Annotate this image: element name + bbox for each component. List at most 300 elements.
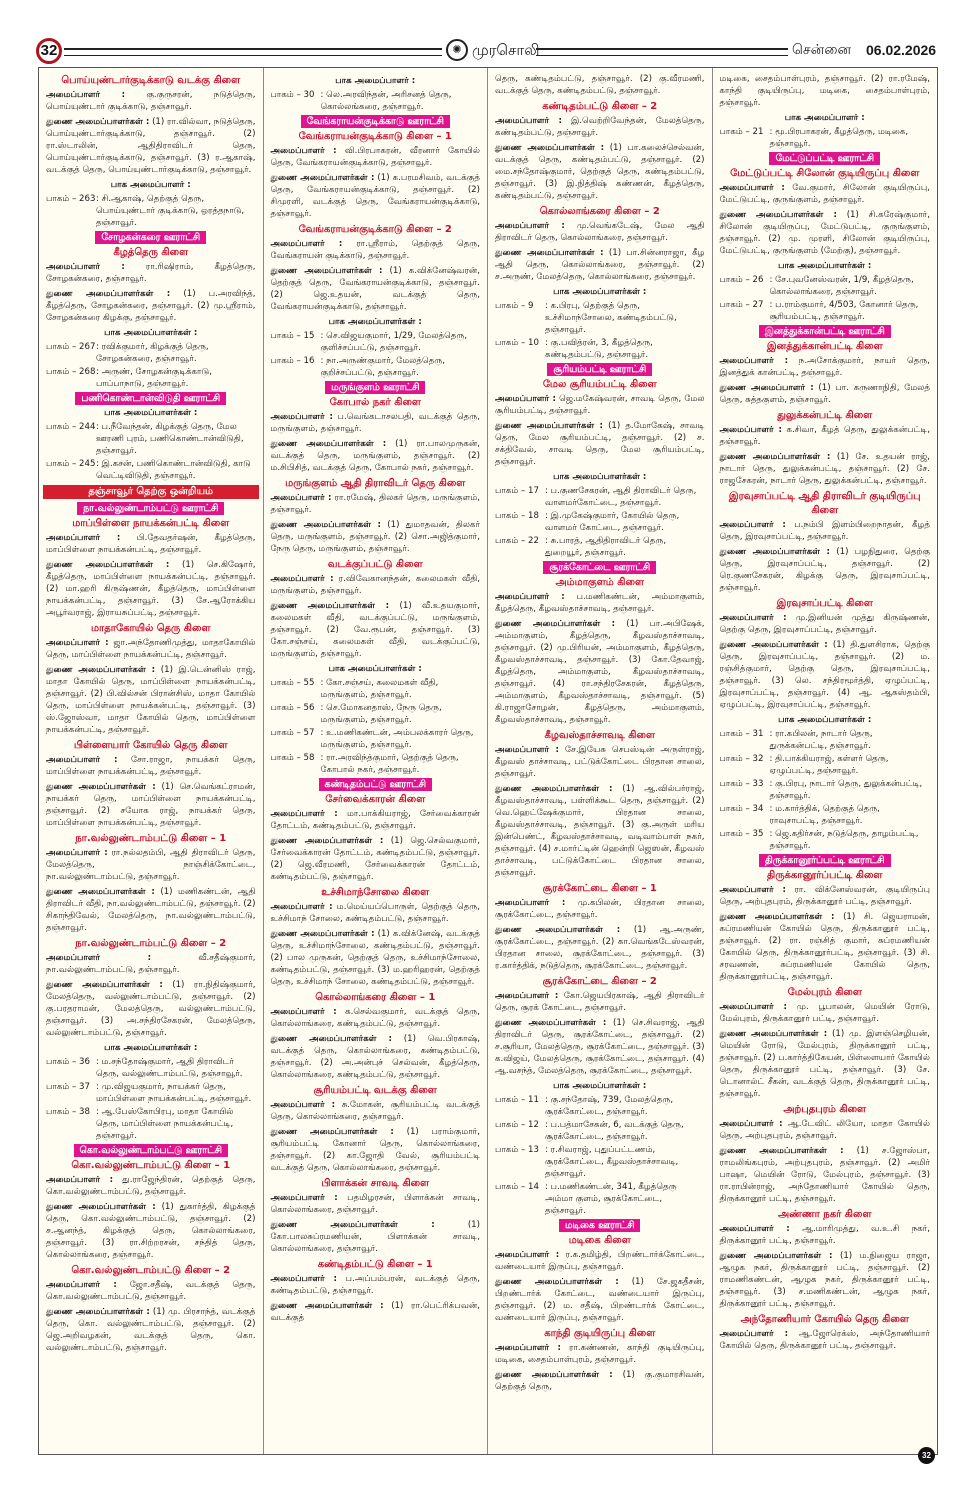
role-label: அமைப்பாளர் : — [719, 613, 787, 623]
booth-number: பாகம் – 22 — [495, 536, 539, 546]
booth-number: பாகம் – 17 — [495, 486, 539, 496]
member-paragraph — [495, 744, 705, 780]
role-label: அமைப்பாளர் : — [495, 991, 559, 1001]
member-paragraph — [720, 1145, 931, 1205]
booth-number: பாகம் – 12 — [495, 1120, 539, 1130]
member-paragraph — [271, 1192, 481, 1216]
member-details: ஆ.மாரிமுத்து, வ.உ.சி நகர், திருக்கானூர் பட்டி, தஞ்சாவூர். — [719, 1224, 930, 1246]
booth-details: : கு.பிரபு, நாடார் தெரு, துலுக்கன்பட்டி, தஞ்சாவூர். — [769, 779, 923, 801]
member-paragraph — [46, 1201, 256, 1261]
member-paragraph — [720, 884, 931, 908]
member-paragraph — [271, 1273, 481, 1297]
member-details: ந.அசோக்குமார், நாயர் தெரு, இனத்துக் கான்பட்டி, தஞ்சாவூர். — [719, 356, 930, 378]
booth-number: பாகம் – 34 — [719, 804, 764, 814]
member-details: (1) கோ.பாலசுப்ரமணியன், பிளாக்கன் சாவடி, கொல்லாங்கரை, தஞ்சாவூர். — [270, 1220, 480, 1254]
booth-details: : மு.விஜயகுமார், நாயக்கர் தெரு, மாப்பிள்ளை நாயக்கன்பட்டி, தஞ்சாவூர். — [96, 1082, 252, 1104]
member-paragraph — [495, 393, 705, 417]
member-details: ர.விவேகானந்தன், கலைமகள் வீதி, மருங்குளம், தஞ்சாவூர். — [270, 574, 480, 596]
booth-details: : ரா.கபிலன், நாடார் தெரு, துருக்கன்பட்டி, தஞ்சாவூர். — [769, 729, 873, 751]
member-details: (1) சே.ஜகதீசன், பிறண்டார்க் கோட்டை, வண்டையார் இருப்பு, தஞ்சாவூர். (2) ம. சதீஷ், பிறண்டார்க் கோட்டை, வண்டையார் இருப்பு, தஞ்சாவூர். — [495, 1277, 705, 1323]
booth-details: : ப.குணசேகரன், ஆதி திராவிடர் தெரு, வாளமர்கோட்டை, தஞ்சாவூர். — [545, 486, 697, 508]
role-label: துணை அமைப்பாளர்கள் : — [270, 1301, 384, 1311]
role-label: துணை அமைப்பாளர்கள் : — [495, 248, 604, 258]
role-label: துணை அமைப்பாளர்கள் : — [495, 619, 616, 629]
village-heading-label: சூரியம்பட்டி ஊராட்சி — [547, 363, 652, 376]
member-paragraph — [46, 559, 256, 619]
role-label: அமைப்பாளர் : — [719, 1119, 783, 1129]
booth-number: பாகம் – 263 — [46, 194, 96, 204]
booth-number: பாகம் – 244 — [46, 422, 96, 432]
sub-heading: பாக அமைப்பாளர்கள் : — [778, 261, 872, 271]
role-label: அமைப்பாளர் : — [270, 809, 338, 819]
role-label: அமைப்பாளர் : — [719, 1224, 790, 1234]
member-details: ரா.கண்ணன், காந்தி குடியிருப்பு, மடிகை, சைதம்பாள்புரம், தஞ்சாவூர். — [495, 1343, 705, 1365]
member-paragraph — [271, 1126, 481, 1174]
role-label: அமைப்பாளர் : — [495, 394, 556, 404]
role-label: அமைப்பாளர் : — [46, 533, 121, 543]
member-details: பதமிழரசன், பிளாக்கன் சாவடி, கொல்லாங்கரை, தஞ்சாவூர். — [270, 1193, 480, 1215]
booth-details: : சே.புவனேஸ்வரன், 1/9, கீழத்தெரு, கொல்லாங்கரை, தஞ்சாவூர். — [769, 275, 914, 297]
booth-details: : செ.மோகனதாஸ், நேரு தெரு, மருங்குளம், தஞ்சாவூர். — [320, 703, 442, 725]
booth-number: பாகம் – 245 — [46, 459, 96, 469]
village-heading — [720, 325, 931, 338]
village-heading-label: மேட்டுப்பட்டி ஊராட்சி — [769, 152, 880, 165]
booth-entry — [720, 126, 931, 150]
branch-heading: கொல்லாங்கரை கிளை – 2 — [539, 206, 660, 217]
role-label: துணை அமைப்பாளர்கள் : — [270, 929, 375, 939]
role-label: துணை அமைப்பாளர்கள் : — [270, 1034, 392, 1044]
member-paragraph — [271, 519, 481, 555]
booth-entry — [271, 330, 481, 354]
sub-heading: பாக அமைப்பாளர்கள் : — [104, 1043, 198, 1053]
role-label: துணை அமைப்பாளர்கள் : — [495, 925, 621, 935]
member-paragraph — [720, 1001, 931, 1025]
village-heading — [46, 231, 256, 244]
branch-heading: கண்டிதம்பட்டு கிளை – 2 — [542, 101, 658, 112]
member-paragraph — [495, 220, 705, 244]
booth-number: பாகம் – 38 — [46, 1107, 90, 1117]
branch-heading: திருக்கானூர்ப்பட்டி கிளை — [767, 870, 883, 881]
branch-heading: கீழவஸ்தாச்சாவடி கிளை — [544, 730, 655, 741]
village-heading-label: மடிகை ஊராட்சி — [559, 1219, 640, 1232]
page-number-badge: 32 — [36, 38, 62, 64]
role-label: அமைப்பாளர் : — [719, 885, 786, 895]
village-heading — [271, 381, 481, 394]
member-details: ஆ.ஜோரெக்ஸ், அந்தோணியார் கோயில் தெரு, திருக்கானூர் பட்டி, தஞ்சாவூர். — [719, 1329, 930, 1351]
footer-page-number: 32 — [918, 1447, 935, 1464]
village-heading-label: மருங்குளம் ஊராட்சி — [325, 381, 425, 394]
role-label: துணை அமைப்பாளர்கள் : — [719, 640, 828, 650]
sub-heading: பாக அமைப்பாளர்கள் : — [553, 287, 647, 297]
role-label: துணை அமைப்பாளர்கள் : — [46, 289, 171, 299]
member-paragraph — [495, 115, 705, 139]
text-column — [264, 68, 489, 1454]
branch-heading: சேர்வைக்காரன் கிளை — [325, 794, 426, 805]
booth-entry — [271, 89, 481, 113]
booth-details: : ஆ.பேஸ்கோபிரபு, மாதா கோயில் தெரு, மாப்பிள்ளை நாயக்கன்பட்டி, தஞ்சாவூர். — [96, 1107, 234, 1141]
branch-heading: கீழத்தெரு கிளை — [113, 247, 189, 258]
branch-heading: வேங்கராயன்குடிக்காடு கிளை – 2 — [298, 224, 452, 235]
role-label: அமைப்பாளர் : — [46, 90, 126, 100]
sub-heading: பாக அமைப்பாளர்கள் : — [104, 328, 198, 338]
member-paragraph — [495, 990, 705, 1014]
booth-number: பாகம் – 10 — [495, 338, 539, 348]
branch-heading: கொல்லாங்கரை கிளை – 1 — [315, 992, 436, 1003]
village-heading — [495, 363, 705, 376]
member-details: (1) துகார்த்தி, கிழக்குத் தெரு, கொ.வல்லுண்டாம்பட்டு, தஞ்சாவூர். (2) ச.ஆனந்த், கிழக்குத் தெரு, கொல்லாங்கரை, தஞ்சாவூர். (3) ரா.சிற்றரசன், சந்தித் தெரு, கொல்லாங்கரை, தஞ்சாவூர். — [46, 1202, 256, 1260]
role-label: அமைப்பாளர் : — [495, 745, 559, 755]
member-paragraph — [46, 1279, 256, 1303]
branch-heading: வேங்கராயன்குடிக்காடு கிளை – 1 — [298, 131, 452, 142]
booth-number: பாகம் – 36 — [46, 1057, 90, 1067]
member-details: (1) இ.டென்னிஸ் ராஜ், மாதா கோயில் தெரு, மாப்பிள்ளை நாயக்கன்பட்டி, தஞ்சாவூர். (2) பி.வில்சன் பிரான்சிஸ், மாதா கோயில் தெரு, மாப்பிள்ளை நாயக்கன்பட்டி, தஞ்சாவூர். (3) ஸ்.ஜோஸ்வா, மாதா கோயில் தெரு, மாப்பிள்ளை நாயக்கன்பட்டி, தஞ்சாவூர். — [46, 665, 256, 735]
booth-number: பாகம் – 267 — [46, 342, 96, 352]
role-label: அமைப்பாளர் : — [719, 1329, 789, 1339]
member-details: (1) ரா.பெட்ரிக்பவன், வடக்குத் — [270, 1301, 480, 1323]
text-column — [713, 68, 938, 1454]
booth-number: பாகம் – 13 — [495, 1145, 539, 1155]
member-paragraph — [46, 952, 256, 976]
role-label: அமைப்பாளர் : — [270, 412, 333, 422]
branch-heading: நா.வல்லுண்டாம்பட்டு கிளை – 2 — [75, 938, 227, 949]
branch-heading: அண்ணா நகர் கிளை — [778, 1209, 872, 1220]
member-details: ஜெ.மகேஷ்வரன், சாவடி தெரு, மேல சூரியம்பட்டி, தஞ்சாவூர். — [495, 394, 705, 416]
member-paragraph — [46, 288, 256, 324]
member-details: து.ராஜேந்திரன், தெற்குத் தெரு, கொ.வல்லுண்டாம்பட்டு, தஞ்சாவூர். — [46, 1175, 256, 1197]
branch-heading: பிளாக்கன் சாவடி கிளை — [321, 1178, 430, 1189]
member-details: ரா. விக்னேஸ்வரன், குடியிருப்பு தெரு, அற்புதபுரம், திருக்கானூர் பட்டி, தஞ்சாவூர். — [719, 885, 930, 907]
member-paragraph — [271, 145, 481, 169]
member-paragraph — [495, 783, 705, 879]
role-label: அமைப்பாளர் : — [46, 953, 152, 963]
member-details: (1) பழநிதுரை, தெற்கு தெரு, இரவுசாப்பட்டி, தஞ்சாவூர். (2) ரெ.குணசேகரன், கிழக்கு தெரு, இரவுசாப்பட்டி, தஞ்சாவூர். — [719, 547, 930, 593]
role-label: அமைப்பாளர் : — [495, 1343, 561, 1353]
newspaper-name: முரசொலி — [472, 41, 540, 59]
member-details: (1) சி.கரேஷ்குமார், சிலோன் குடியிருப்பு, மேட்டுபட்டி, குருங்குளம், தஞ்சாவூர். (2) மு. முரளி, சிலோன் குடியிருப்பு, மேட்டுபட்டி, குருங்குளம் (மேற்கு), தஞ்சாவூர். — [719, 210, 930, 256]
member-details: கு.குருசரன், நடுத்தெரு, பொய்யுண்டார் குடிக்காடு, தஞ்சாவூர். — [46, 90, 256, 112]
role-label: துணை அமைப்பாளர்கள் : — [495, 1018, 607, 1028]
member-details: ரா.நல்லதம்பி, ஆதி திராவிடர் தெரு, மேலத்தெரு, நாஞ்சிக்கோட்டை, நா.வல்லுண்டாம்பட்டு, தஞ்சாவூர். — [46, 848, 256, 882]
booth-entry — [720, 728, 931, 752]
booth-number: பாகம் – 16 — [270, 356, 315, 366]
booth-entry — [271, 355, 481, 379]
member-details: (1) செ.சிவராஜ், ஆதி திராவிடர் தெரு, சூரக்கோட்டை, தஞ்சாவூர். (2) ச.சூரியா, மேலத்தெரு, சூரக்கோட்டை, தஞ்சாவூர். (3) க.விஜய், மேலத்தெரு, சூரக்கோட்டை, தஞ்சாவூர். (4) ஆ.வசந்த், மேலத்தெரு, சூரக்கோட்டை, தஞ்சாவூர். — [495, 1018, 705, 1076]
member-paragraph — [46, 1306, 256, 1354]
member-paragraph — [271, 928, 481, 988]
member-details: மு. பூபாலன், மெயின் ரோடு, மேல்புரம், திருக்கானூர் பட்டி, தஞ்சாவூர். — [719, 1002, 930, 1024]
role-label: துணை அமைப்பாளர்கள் : — [719, 452, 831, 462]
branch-heading: வடக்குப்பட்டு கிளை — [327, 559, 423, 570]
member-details: க.சிவா, கீழத் தெரு, துலுக்கன்பட்டி, தஞ்சாவூர். — [719, 425, 930, 447]
member-paragraph — [271, 492, 481, 516]
member-paragraph — [46, 886, 256, 934]
village-heading-label: கண்டிதம்பட்டு ஊராட்சி — [319, 778, 432, 791]
booth-number: பாகம் – 15 — [270, 331, 315, 341]
member-details: மு.இனியன் முத்து கிருஷ்ணன், தெற்கு தெரு, இரவுசாப்பட்டி, தஞ்சாவூர். — [719, 613, 930, 635]
member-details: வீ.சதீஷ்குமார், நா.வல்லுண்டாம்பட்டு, தஞ்சாவூர். — [46, 953, 256, 975]
member-paragraph — [271, 901, 481, 925]
booth-number: பாகம் – 11 — [495, 1095, 539, 1105]
member-details: ம.மெய்யப்பொருள், தெற்குத் தெரு, உச்சிமாந் சோலை, கண்டிதம்பட்டு, தஞ்சாவூர். — [270, 902, 480, 924]
member-details: (1) ரா.பாலமுருகன், வடக்குத் தெரு, மருங்குளம், தஞ்சாவூர். (2) ம.சிபிசித், வடக்குத் தெரு, கோபால் நகர், தஞ்சாவூர். — [270, 439, 480, 473]
member-paragraph — [271, 1006, 481, 1030]
branch-heading: சூரியம்பட்டி வடக்கு கிளை — [313, 1085, 437, 1096]
village-heading-label: கொ.வல்லுண்டாம்பட்டு ஊராட்சி — [74, 1144, 228, 1157]
booth-entry — [271, 727, 481, 751]
branch-heading: இனத்துக்கான்பட்டி கிளை — [766, 341, 883, 352]
member-details: க.செல்வகுமார், வடக்குத் தெரு, கொல்லாங்கரை, கண்டிதம்பட்டு, தஞ்சாவூர். — [270, 1007, 480, 1029]
role-label: துணை அமைப்பாளர்கள் : — [270, 836, 384, 846]
booth-entry — [495, 337, 705, 361]
role-label: அமைப்பாளர் : — [270, 146, 337, 156]
role-label: துணை அமைப்பாளர்கள் : — [495, 143, 605, 153]
branch-heading: மாதாகோயில் தெரு கிளை — [90, 623, 211, 634]
member-paragraph — [720, 355, 931, 379]
member-paragraph — [46, 261, 256, 285]
member-paragraph — [46, 116, 256, 176]
role-label: துணை அமைப்பாளர்கள் : — [46, 980, 163, 990]
branch-heading: துலுக்கன்பட்டி கிளை — [777, 410, 873, 421]
branch-heading: கோபால் நகர் கிளை — [329, 397, 421, 408]
branch-heading: சூரக்கோட்டை கிளை – 1 — [542, 883, 657, 894]
role-label: அமைப்பாளர் : — [719, 520, 786, 530]
booth-entry — [720, 753, 931, 777]
member-details: (1) ரா.நிதிஷ்குமார், மேலத்தெரு, வல்லுண்டாம்பட்டு, தஞ்சாவூர். (2) கு.பரதராமன், மேலத்தெரு, வல்லுண்டாம்பட்டு, தஞ்சாவூர். (3) அ.சந்திரசேகரன், மேலத்தெரு, வல்லுண்டாம்பட்டு, தஞ்சாவூர். — [46, 980, 256, 1038]
role-label: அமைப்பாளர் : — [46, 638, 109, 648]
member-details: ஜோ.சதீஷ், வடக்குத் தெரு, கொ.வல்லுண்டாம்பட்டு, தஞ்சாவூர். — [46, 1280, 256, 1302]
booth-number: பாகம் – 58 — [270, 753, 315, 763]
village-heading — [46, 1144, 256, 1157]
booth-number: பாகம் – 26 — [719, 275, 764, 285]
booth-entry — [46, 1106, 256, 1142]
member-paragraph — [271, 835, 481, 883]
booth-details: : கு.பவித்ரன், 3, கீழத்தெரு, கண்டிதம்பட்டு, தஞ்சாவூர். — [545, 338, 653, 360]
booth-number: பாகம் – 30 — [270, 90, 315, 100]
member-details: (1) பா.அபிஷேக், அம்மாகுளம், கீழத்தெரு, கீழவஸ்தாச்சாவடி, தஞ்சாவூர். (2) மு.பிரியன், அம்மாகுளம், கீழத்தெரு, கீழவஸ்தாச்சாவடி, தஞ்சாவூர். (3) கோ.தேவாஜ், கீழத்தெரு, அம்மாகுளம், கீழவஸ்தாச்சாவடி, தஞ்சாவூர். (4) ரா.சந்திரசேகரன், கீழத்தெரு, அம்மாகுளம், கீழவஸ்தாச்சாவடி, தஞ்சாவூர். (5) கி.ராஜாசோழன், கீழத்தெரு, அம்மாகுளம், கீழவஸ்தாச்சாவடி, தஞ்சாவூர். — [495, 619, 705, 725]
edition-city: சென்னை — [792, 42, 852, 58]
booth-details: : கோ.சஞ்சய், கலைமகள் வீதி, மருங்குளம், தஞ்சாவூர். — [320, 678, 439, 700]
booth-entry — [271, 752, 481, 776]
booth-entry — [720, 803, 931, 827]
booth-details: : ப.பத்மாசேகன், 6, வடக்குத் தெரு, சூரக்கோட்டை, தஞ்சாவூர். — [545, 1120, 684, 1142]
role-label: அமைப்பாளர் : — [270, 493, 332, 503]
sub-heading: பாக அமைப்பாளர்கள் : — [328, 317, 422, 327]
branch-heading: மருங்குளம் ஆதி திராவிடர் தெரு கிளை — [285, 478, 466, 489]
booth-number: பாகம் – 55 — [270, 678, 315, 688]
booth-entry — [46, 366, 256, 390]
member-paragraph — [495, 73, 705, 97]
member-paragraph — [46, 979, 256, 1039]
text-column — [488, 68, 713, 1454]
role-label: அமைப்பாளர் : — [719, 425, 782, 435]
role-label: துணை அமைப்பாளர்கள் : — [719, 1146, 844, 1156]
role-label: அமைப்பாளர் : — [495, 116, 562, 126]
member-paragraph — [720, 382, 931, 406]
booth-entry — [495, 1144, 705, 1180]
booth-details: : உ.மணிகண்டன், அம்பலக்காரர் தெரு, மருங்குளம், தஞ்சாவூர். — [320, 728, 474, 750]
role-label: அமைப்பாளர் : — [270, 1100, 336, 1110]
role-label: அமைப்பாளர் : — [495, 221, 565, 231]
member-paragraph — [46, 89, 256, 113]
branch-heading: காந்தி குடியிருப்பு கிளை — [544, 1328, 656, 1339]
member-paragraph — [46, 532, 256, 556]
member-details: (1) ஆ.வில்பர்ராஜ், கீழவஸ்தாச்சாவடி, பள்ளிக்கூட தெரு, தஞ்சாவூர். (2) வெ.ஹெட்ஷேக்குமார், பிரதான சாலை, கீழவஸ்தாச்சாவடி, தஞ்சாவூர். (3) கு.அருள் மரிய இன்பெண்ட், கீழவஸ்தாச்சாவடி, வடிவாம்பாள் நகர், தஞ்சாவூர். (4) ச.மார்ட்டின் ஹென்றி ஜெஸன், கீழவஸ் தாச்சாவடி, பட்டுக்கோட்டை பிரதான சாலை, தஞ்சாவூர். — [495, 784, 705, 878]
branch-heading: கண்டிதம்பட்டு கிளை – 1 — [317, 1259, 433, 1270]
member-paragraph — [271, 1219, 481, 1255]
role-label: அமைப்பாளர் : — [719, 183, 785, 193]
member-details: (1) மு. பிரசாந்த், வடக்குத் தெரு, கொ. வல்லுண்டாம்பட்டு, தஞ்சாவூர். (2) ஜெ.அறிவழகன், வடக்குத் தெரு, கொ. வல்லுண்டாம்பட்டு, தஞ்சாவூர். — [46, 1307, 256, 1353]
booth-number: பாகம் – 31 — [719, 729, 764, 739]
member-details: இ.வெற்றிவேந்தன், மேலத்தெரு, கண்டிதம்பட்டு, தஞ்சாவூர். — [495, 116, 705, 138]
member-details: ப.அப்பம்பரன், வடக்குத் தெரு, கண்டிதம்பட்டு, தஞ்சாவூர். — [270, 1274, 480, 1296]
member-details: (1) ப.அரவிந்த், கீழத்தெரு, சோழகன்கரை, தஞ்சாவூர். (2) மு.ஸ்ரீராம், சோழகன்கரை கிழக்கு, தஞ்சாவூர். — [46, 289, 256, 323]
role-label: துணை அமைப்பாளர்கள் : — [46, 1202, 156, 1212]
booth-number: பாகம் – 27 — [719, 300, 764, 310]
member-paragraph — [720, 73, 931, 109]
booth-entry — [495, 510, 705, 534]
booth-details: : மூ.பிரபாகரன், கீழத்தெரு, மடிகை, தஞ்சாவூர். — [769, 127, 909, 149]
member-details: (1) பா.கலைச்செல்வன், வடக்குத் தெரு, கண்டிதம்பட்டு, தஞ்சாவூர். (2) மை.சந்தோஷ்குமார், தெற்குத் தெரு, கண்டிதம்பட்டு, தஞ்சாவூர். (3) இ.நித்திஷ் கண்ணன், கீழத்தெரு, கண்டிதம்பட்டு, தஞ்சாவூர். — [495, 143, 705, 201]
member-details: (1) ஆ.அருண், சூரக்கோட்டை, தஞ்சாவூர். (2) கா.வெங்கடேஸ்வரன், பிரதான சாலை, சூரக்கோட்டை, தஞ்சாவூர். (3) ர.கார்த்திக், நடுத்தெரு, சூரக்கோட்டை, தஞ்சாவூர். — [495, 925, 705, 971]
village-heading — [720, 152, 931, 165]
booth-details: : லெ.அரவிந்தன், அரிசனத் தெரு, கொல்லங்கரை, தஞ்சாவூர். — [320, 90, 452, 112]
role-label: துணை அமைப்பாளர்கள் : — [46, 782, 156, 792]
booth-number: பாகம் – 18 — [495, 511, 539, 521]
booth-number: பாகம் – 268 — [46, 367, 96, 377]
member-details: சோ.ராஜா, நாயக்கர் தெரு, மாப்பிள்ளை நாயக்கன்பட்டி, தஞ்சாவூர். — [46, 755, 256, 777]
booth-entry — [271, 677, 481, 701]
booth-number: பாகம் – 32 — [719, 754, 764, 764]
member-details: மு.வெங்கடேஷ், மேல ஆதி திராவிடர் தெரு, கொல்லாங்கரை, தஞ்சாவூர். — [495, 221, 705, 243]
village-heading-label: திருக்கானூர்ப்பட்டி ஊராட்சி — [759, 854, 891, 867]
role-label: அமைப்பாளர் : — [270, 239, 343, 249]
booth-details: : க.பிரபு, தெற்குத் தெரு, உச்சிமாந்சோலை, கண்டிதம்பட்டு, தஞ்சாவூர். — [545, 301, 677, 335]
role-label: துணை அமைப்பாளர் : — [719, 383, 814, 393]
booth-number: பாகம் – 35 — [719, 829, 764, 839]
member-details: ரா.ஸ்ரீராம், தெற்குத் தெரு, வேங்கராயன் குடிக்காடு, தஞ்சாவூர். — [270, 239, 480, 261]
booth-entry — [495, 1094, 705, 1118]
sub-heading: பாக அமைப்பாளர்கள் : — [553, 472, 647, 482]
sub-heading: பாக அமைப்பாளர்கள் : — [778, 715, 872, 725]
member-paragraph — [271, 808, 481, 832]
village-heading-label: வேங்கராயன்குடிக்காடு ஊராட்சி — [301, 115, 450, 128]
member-paragraph — [720, 612, 931, 636]
role-label: துணை அமைப்பாளர்கள் : — [719, 210, 837, 220]
branch-heading: இரவுசாப்பட்டி ஆதி திராவிடர் குடியிருப்பு கிளை — [728, 491, 921, 516]
branch-heading: சூரக்கோட்டை கிளை – 2 — [542, 976, 657, 987]
role-label: துணை அமைப்பாளர்கள் : — [719, 1251, 833, 1261]
sub-heading: பாக அமைப்பாளர்கள் : — [553, 1081, 647, 1091]
rising-sun-emblem-icon: ✺ — [446, 39, 468, 61]
member-paragraph — [271, 172, 481, 220]
member-details: சு.மோகன், சூரியம்பட்டி வடக்குத் தெரு, கொல்லாங்கரை, தஞ்சாவூர். — [270, 1100, 480, 1122]
member-details: ப.நம்பி இளம்பிறைநாதன், கீழத் தெரு, இரவுசாப்பட்டி, தஞ்சாவூர். — [719, 520, 930, 542]
member-paragraph — [495, 1276, 705, 1324]
sub-heading: பாக அமைப்பாளர்கள் : — [104, 408, 198, 418]
member-paragraph — [495, 247, 705, 283]
booth-details: : ப.நீவேந்தன், கிழக்குத் தெரு, மேல ஊரணி புரம், பணிகொண்டான்விடுதி, தஞ்சாவூர். — [96, 422, 244, 456]
role-label: அமைப்பாளர் : — [495, 898, 566, 908]
member-paragraph — [46, 781, 256, 829]
booth-details: : இ.முகேஷ்குமார், கோயில் தெரு, வாளமர் கோட்டை, தஞ்சாவூர். — [545, 511, 680, 533]
booth-details: : ரா.அரவிந்த்குமார், தெற்குத் தெரு, கோபால் நகர், தஞ்சாவூர். — [320, 753, 459, 775]
member-details: (1) பா. கருணாநிதி, மேலத் தெரு, சுத்தகுளம், தஞ்சாவூர். — [719, 383, 930, 405]
role-label: அமைப்பாளர் : — [46, 1280, 117, 1290]
booth-entry — [46, 1056, 256, 1080]
booth-entry — [46, 1081, 256, 1105]
header-rule — [536, 48, 788, 56]
member-details: (1) க.விக்னேஷ்வரன், தெற்குத் தெரு, வேங்கராயன்குடிக்காடு, தஞ்சாவூர். (2) ஜெ.உதயன், வடக்குத் தெரு, வேங்கராயன்குடிக்காடு, தஞ்சாவூர். — [270, 266, 480, 312]
page-header — [36, 38, 938, 64]
branch-heading: மேல சூரியம்பட்டி கிளை — [542, 379, 657, 390]
member-details: மு.கபிலன், பிரதான சாலை, சூரக்கோட்டை, தஞ்சாவூர். — [495, 898, 705, 920]
role-label: துணை அமைப்பாளர்கள் : — [719, 912, 835, 922]
edition-date: 06.02.2026 — [866, 42, 937, 58]
village-heading-label: சூரக்கோட்டை ஊராட்சி — [543, 561, 656, 574]
role-label: துணை அமைப்பாளர்கள் : — [270, 1220, 435, 1230]
member-paragraph — [495, 591, 705, 615]
role-label: துணை அமைப்பாளர்கள் : — [270, 601, 390, 611]
text-column — [39, 68, 264, 1454]
branch-heading: அந்தோணியார் கோயில் தெரு கிளை — [740, 1314, 909, 1325]
member-details: ப.மணிகண்டன், அம்மாகுளம், கீழத்தெரு, கீழவஸ்தாச்சாவடி, தஞ்சாவூர். — [495, 592, 705, 614]
role-label: துணை அமைப்பாளர்கள் : — [270, 266, 383, 276]
branch-heading: கொ.வல்லுண்டாம்பட்டு கிளை – 2 — [71, 1265, 231, 1276]
branch-heading: அம்மாகுளம் கிளை — [555, 577, 644, 588]
member-details: (1) ஜெ.செல்வகுமார், சேர்வைக்காரன் தோட்டம், கண்டிதம்பட்டு, தஞ்சாவூர். (2) ஜெ.வீரமணி, சேர்வைக்காரன் தோட்டம், கண்டிதம்பட்டு, தஞ்சாவூர். — [270, 836, 480, 882]
member-paragraph — [720, 639, 931, 711]
member-details: ர.க.தமிழ்தி, பிறண்டார்க்கோட்டை, வண்டையார் இருப்பு, தஞ்சாவூர். — [495, 1250, 705, 1272]
member-paragraph — [720, 209, 931, 257]
role-label: அமைப்பாளர் : — [719, 356, 789, 366]
member-paragraph — [271, 600, 481, 660]
member-paragraph — [720, 519, 931, 543]
role-label: அமைப்பாளர் : — [46, 755, 118, 765]
village-heading — [495, 1219, 705, 1232]
member-details: (1) பா.சின்னராஜா, கீழ ஆதி தெரு, கொல்லாங்கரை, தஞ்சாவூர். (2) ச.அருண், மேலத்தெரு, கொல்லாங்கரை, தஞ்சாவூர். — [495, 248, 705, 282]
role-label: துணை அமைப்பாளர்கள் : — [46, 665, 156, 675]
sub-heading: பாக அமைப்பாளர்கள் : — [328, 664, 422, 674]
member-paragraph — [271, 1300, 481, 1324]
member-details: (1) வீ.உதயகுமார், கலைமகள் வீதி, வடக்குப்பட்டு, மருங்குளம், தஞ்சாவூர். (2) வே.ரூபன், தஞ்சாவூர். (3) கோ.சஞ்சய், கலைமகள் வீதி, வடக்குப்பட்டு, மருங்குளம், தஞ்சாவூர். — [270, 601, 480, 659]
member-details: (1) ம.நிஜைய ராஜா, ஆழுக நகர், திருக்கானூர் பட்டி, தஞ்சாவூர். (2) ராமணிகண்டன், ஆழுக நகர், திருக்கானூர் பட்டி, தஞ்சாவூர். (3) ச.மணிகண்டன், ஆழுக நகர், திருக்கானூர் பட்டி, தஞ்சாவூர். — [719, 1251, 930, 1309]
role-label: அமைப்பாளர் : — [46, 262, 125, 272]
article-frame — [38, 67, 938, 1455]
member-paragraph — [495, 897, 705, 921]
booth-entry — [720, 274, 931, 298]
branch-heading: கொ.வல்லுண்டாம்பட்டு கிளை – 1 — [71, 1160, 231, 1171]
booth-details: : ப.மணிகண்டன், 341, கீழத்தெரு அம்மா குளம், சூரக்கோட்டை, தஞ்சாவூர். — [545, 1182, 677, 1216]
role-label: துணை அமைப்பாளர்கள் : — [46, 887, 155, 897]
booth-entry — [720, 778, 931, 802]
member-paragraph — [271, 1099, 481, 1123]
member-details: (1) செ.கிஷோர், கீழத்தெரு, மாப்பிள்ளை நாயக்கன்பட்டி, தஞ்சாவூர். (2) மா.ஹரி கிருஷ்ணன், கீழத்தெரு, மாப்பிள்ளை நாயக்கன்பட்டி, தஞ்சாவூர். (3) சே.ஆரோக்கிய அபூர்வராஜ், இராயசுப்பட்டி, தஞ்சாவூர். — [46, 560, 256, 618]
role-label: அமைப்பாளர் : — [46, 848, 108, 858]
member-details: (1) துமாதவன், திலகர் தெரு, மருங்குளம், தஞ்சாவூர். (2) சொ.அஜித்குமார், நேரு தெரு, மருங்குளம், தஞ்சாவூர். — [270, 520, 480, 554]
sub-heading: பாக அமைப்பாளர் : — [110, 180, 191, 190]
role-label: துணை அமைப்பாளர்கள் : — [270, 173, 375, 183]
booth-details: : ரவிக்குமார், கிழக்குத் தெரு, சோழகன்கரை, தஞ்சாவூர். — [96, 342, 209, 364]
member-details: ரா.ரமேஷ், திலகர் தெரு, மருங்குளம், தஞ்சாவூர். — [270, 493, 480, 515]
booth-details: : சி.ஆகாஷ், தெற்குத் தெரு, பொய்யுண்டார் குடிக்காடு, ஒரத்தநாடு, தஞ்சாவூர். — [96, 194, 245, 228]
role-label: துணை அமைப்பாளர்கள் : — [270, 439, 387, 449]
booth-number: பாகம் – 37 — [46, 1082, 90, 1092]
branch-heading: அற்புதபுரம் கிளை — [783, 1104, 867, 1115]
branch-heading: நா.வல்லுண்டாம்பட்டு கிளை – 1 — [75, 833, 227, 844]
booth-details: : தி.பாக்கியராஜ், கள்ளர் தெரு, ஏழுப்பட்டி, தஞ்சாவூர். — [769, 754, 889, 776]
member-paragraph — [720, 182, 931, 206]
member-paragraph — [495, 1249, 705, 1273]
